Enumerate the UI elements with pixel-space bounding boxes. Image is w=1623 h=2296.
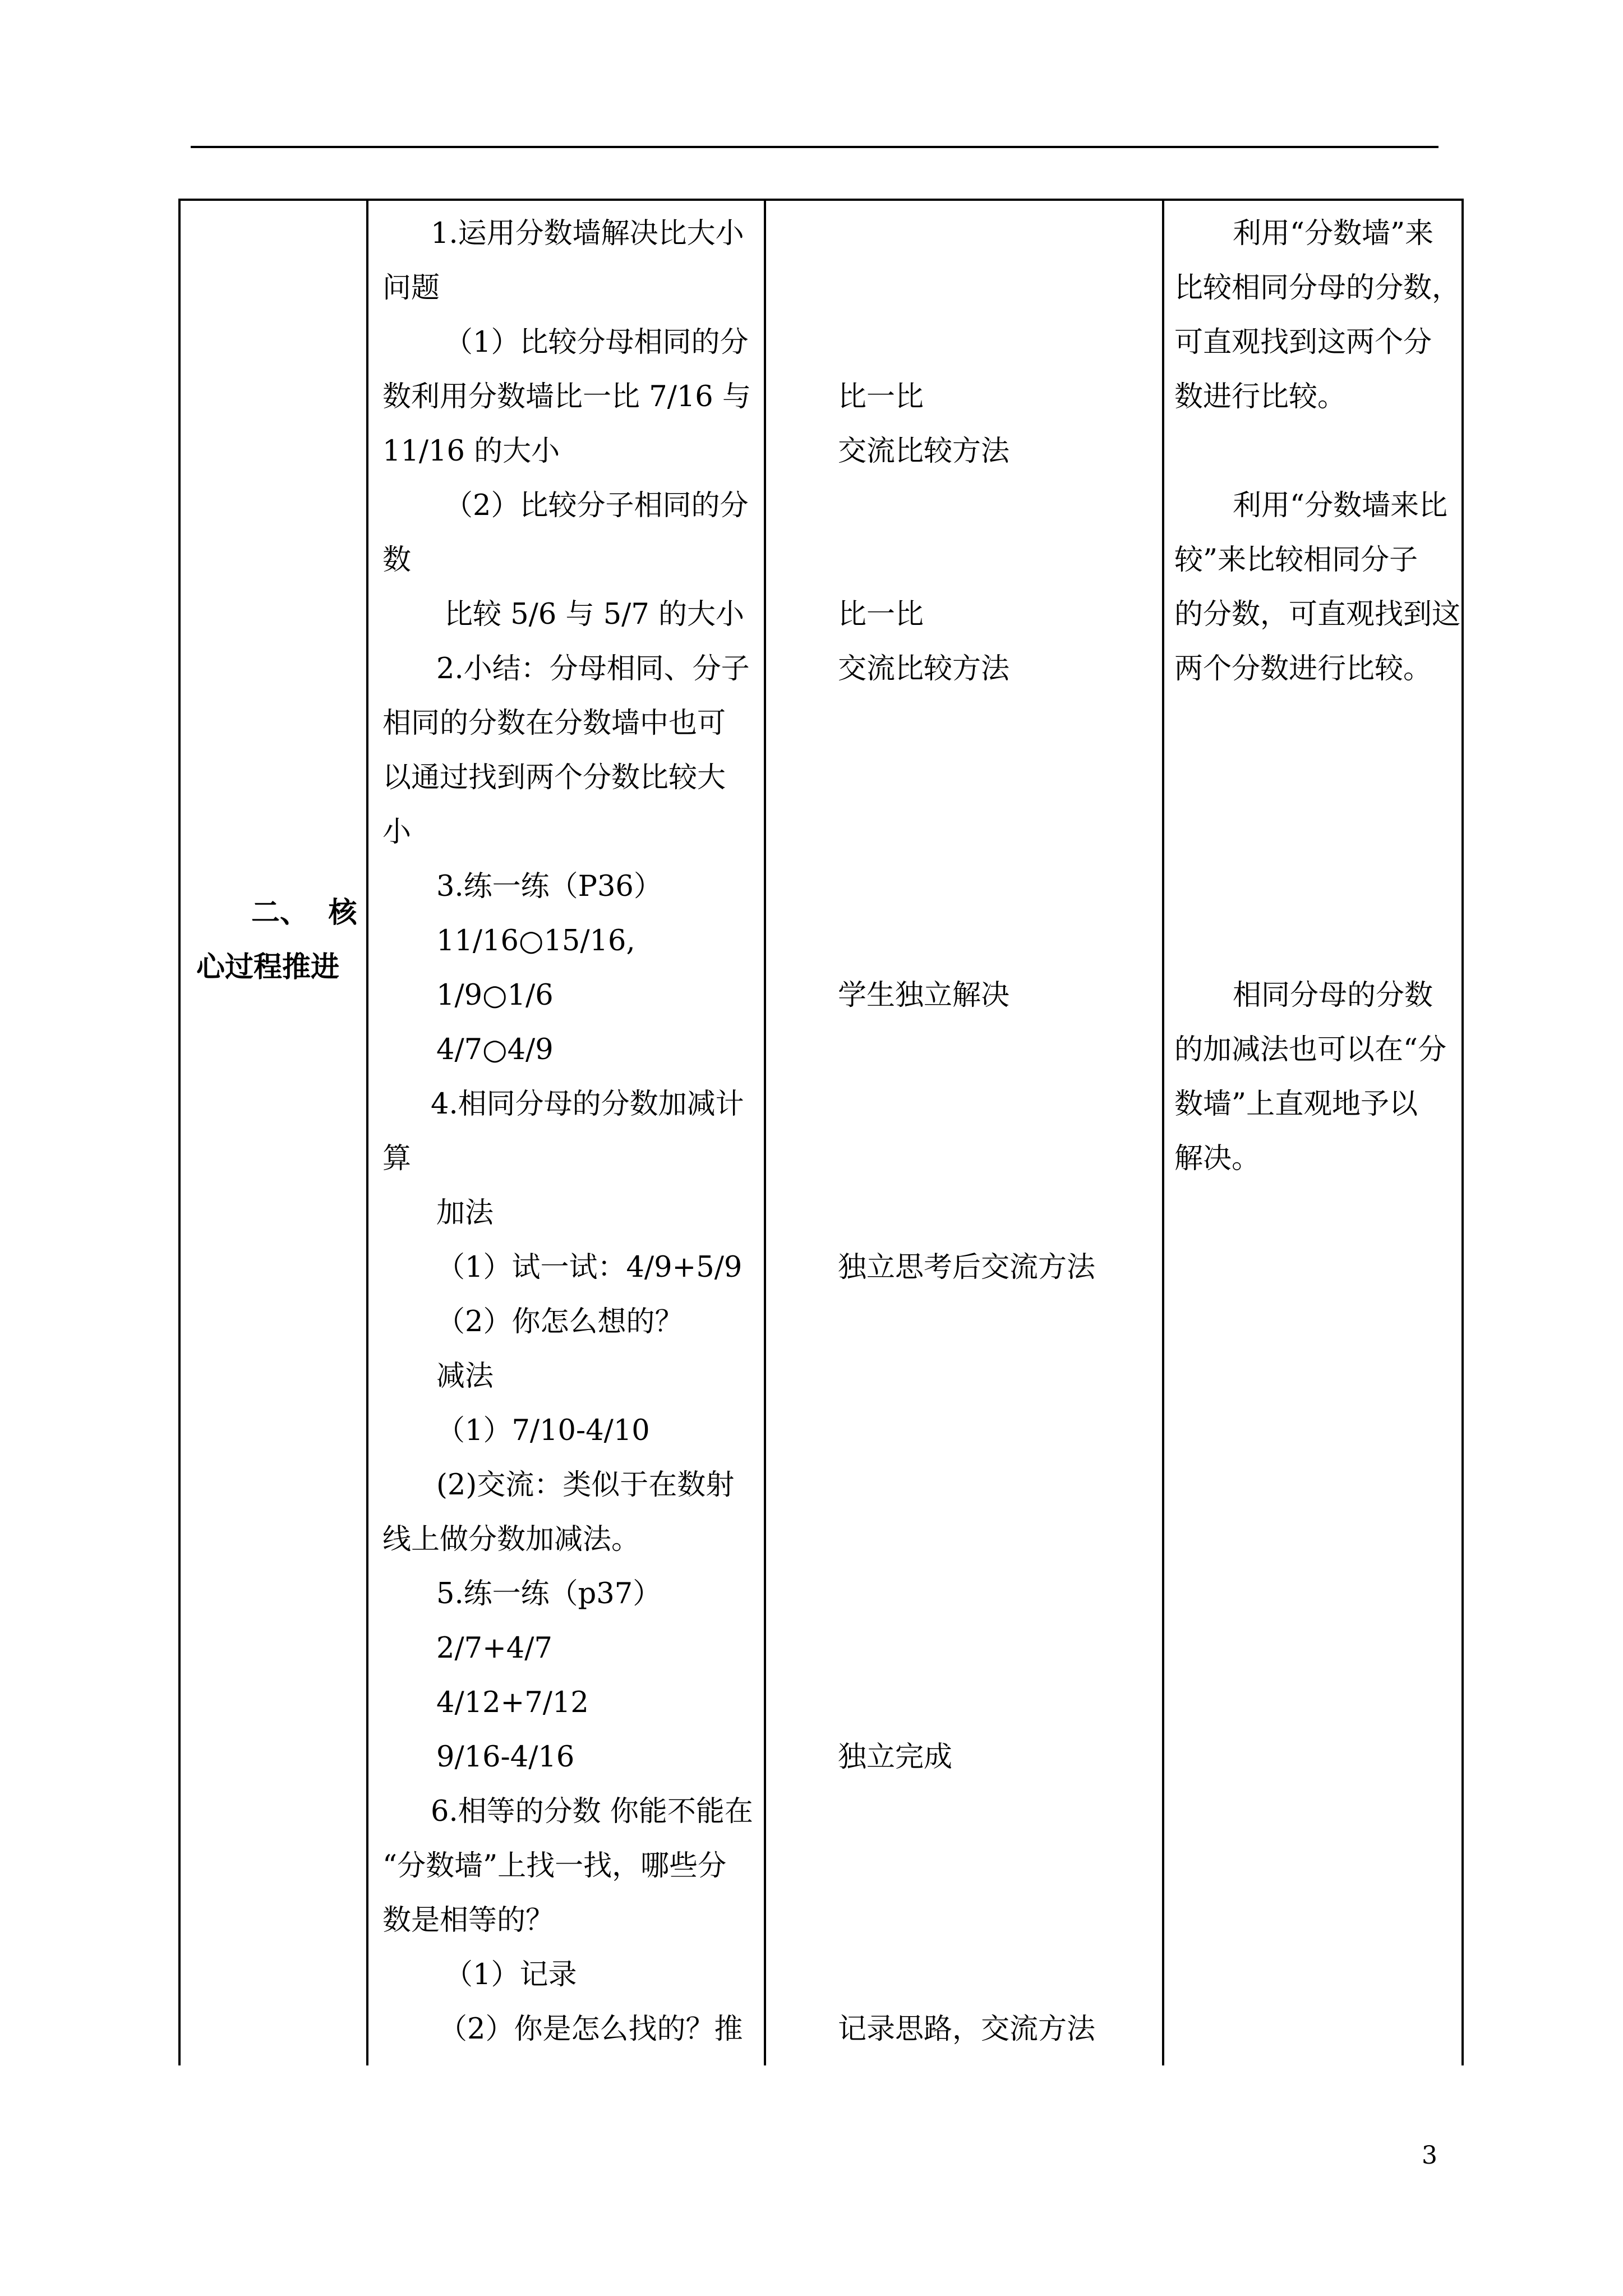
design-intent-line: 相同分母的分数 <box>1233 979 1433 1012</box>
table-left-border <box>178 199 181 2065</box>
content-line: 1/9○1/6 <box>436 979 554 1012</box>
student-activity-line: 交流比较方法 <box>838 435 1010 468</box>
content-line: 算 <box>382 1142 412 1175</box>
student-activity-line: 比一比 <box>838 598 924 631</box>
student-activity-line: 交流比较方法 <box>838 652 1010 685</box>
content-line: 加法 <box>436 1197 494 1230</box>
student-activity-line: 独立完成 <box>838 1741 953 1774</box>
content-line: 以通过找到两个分数比较大 <box>382 761 726 794</box>
design-intent-line: 利用“分数墙”来 <box>1233 217 1434 250</box>
content-line: 线上做分数加减法。 <box>382 1523 640 1556</box>
content-line: 6.相等的分数 你能不能在 <box>431 1795 753 1828</box>
student-activity-line: 比一比 <box>838 380 924 413</box>
content-line: 4/12+7/12 <box>436 1686 589 1719</box>
content-line: 小 <box>382 816 412 849</box>
page-number: 3 <box>1422 2141 1437 2170</box>
design-intent-line: 的分数，可直观找到这 <box>1174 598 1461 631</box>
content-line: （1）试一试：4/9+5/9 <box>436 1251 743 1284</box>
student-activity-line: 独立思考后交流方法 <box>838 1251 1096 1284</box>
content-line: 9/16-4/16 <box>436 1741 575 1774</box>
section-label-line-2: 心过程推进 <box>196 950 340 984</box>
content-line: (2)交流：类似于在数射 <box>436 1469 735 1502</box>
content-line: 5.练一练（p37） <box>436 1577 662 1611</box>
section-label-line-1: 二、 核 <box>251 896 357 930</box>
design-intent-line: 的加减法也可以在“分 <box>1174 1033 1447 1066</box>
content-line: 2/7+4/7 <box>436 1632 552 1665</box>
design-intent-line: 数墙”上直观地予以 <box>1174 1088 1418 1121</box>
design-intent-line: 比较相同分母的分数， <box>1174 272 1461 305</box>
content-line: 减法 <box>436 1360 494 1393</box>
content-line: 比较 5/6 与 5/7 的大小 <box>444 598 745 631</box>
content-line: （1）7/10-4/10 <box>436 1414 650 1447</box>
content-line: 3.练一练（P36） <box>436 870 662 903</box>
content-line: 4.相同分母的分数加减计 <box>431 1088 744 1121</box>
content-line: （2）比较分子相同的分 <box>444 489 749 522</box>
design-intent-line: 利用“分数墙来比 <box>1233 489 1448 522</box>
content-line: （2）你是怎么找的？推 <box>439 2013 743 2046</box>
column-divider-1 <box>366 199 368 2065</box>
content-line: （1）记录 <box>444 1958 577 1991</box>
content-line: （1）比较分母相同的分 <box>444 326 749 359</box>
content-line: 数 <box>382 544 412 577</box>
content-line: （2）你怎么想的？ <box>436 1305 684 1338</box>
design-intent-line: 可直观找到这两个分 <box>1174 326 1432 359</box>
content-line: 问题 <box>382 272 440 305</box>
content-line: 1.运用分数墙解决比大小 <box>431 217 744 250</box>
design-intent-line: 解决。 <box>1174 1142 1261 1175</box>
header-rule <box>191 146 1438 148</box>
student-activity-line: 学生独立解决 <box>838 979 1010 1012</box>
table-top-border <box>178 199 1464 201</box>
column-divider-3 <box>1162 199 1164 2065</box>
content-line: 11/16○15/16, <box>436 924 635 958</box>
student-activity-line: 记录思路，交流方法 <box>838 2013 1096 2046</box>
design-intent-line: 较”来比较相同分子 <box>1174 544 1418 577</box>
content-line: 2.小结：分母相同、分子 <box>436 652 750 685</box>
design-intent-line: 两个分数进行比较。 <box>1174 652 1432 685</box>
column-divider-2 <box>764 199 766 2065</box>
content-line: 11/16 的大小 <box>382 435 560 468</box>
design-intent-line: 数进行比较。 <box>1174 380 1347 413</box>
table-right-border <box>1461 199 1464 2065</box>
content-line: 数是相等的？ <box>382 1904 555 1937</box>
content-line: “分数墙”上找一找，哪些分 <box>382 1849 727 1883</box>
content-line: 相同的分数在分数墙中也可 <box>382 707 726 740</box>
content-line: 数利用分数墙比一比 7/16 与 <box>382 380 751 413</box>
content-line: 4/7○4/9 <box>436 1033 554 1066</box>
